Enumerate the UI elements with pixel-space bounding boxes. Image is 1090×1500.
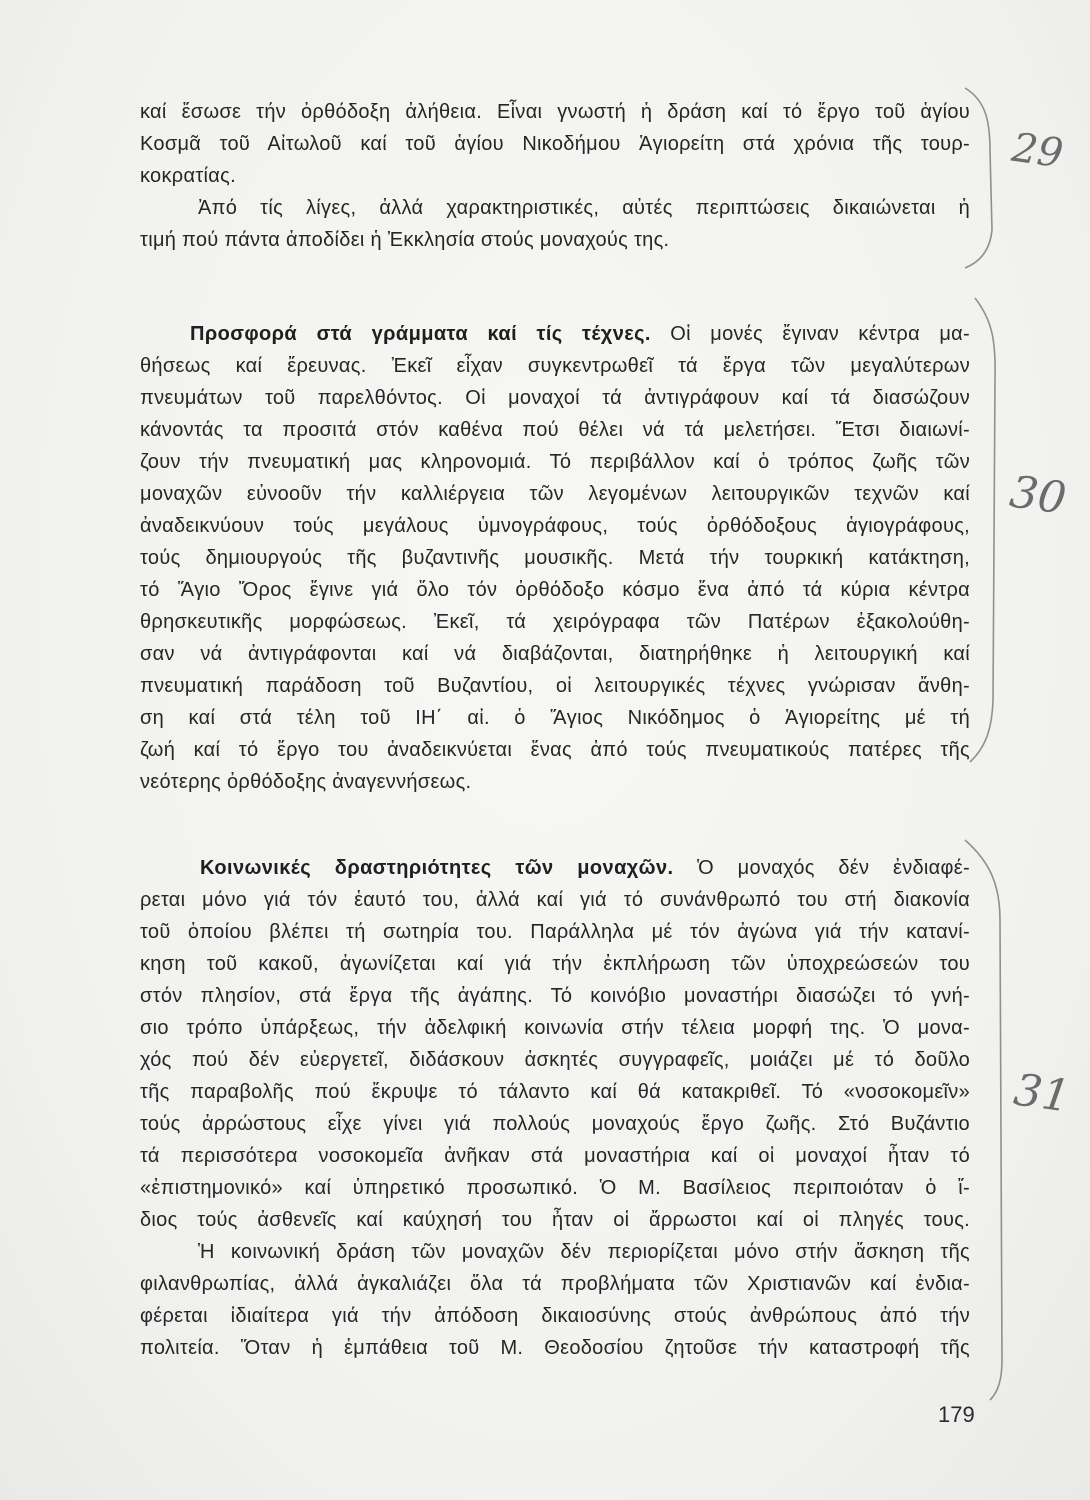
text-line: «ἐπιστημονικό» καί ὑπηρετικό προσωπικό. Ὁ Μ. Βασίλειος περιποιόταν ὁ ἴ- <box>140 1177 970 1199</box>
text-line: τοῦ ὁποίου βλέπει τή σωτηρία του. Παράλληλα μέ τόν ἀγώνα γιά τήν κατανί- <box>140 921 970 943</box>
text-line: κοκρατίας. <box>140 165 236 187</box>
section-heading: Προσφορά στά γράμματα καί τίς τέχνες. <box>190 323 651 345</box>
text-line: μοναχῶν εὐνοοῦν τήν καλλιέργεια τῶν λεγομένων λειτουργικῶν τεχνῶν καί <box>140 483 970 505</box>
text-line: ρεται μόνο γιά τόν ἑαυτό του, ἀλλά καί γιά τό συνάνθρωπό του στή διακονία <box>140 889 970 911</box>
section-first-line <box>140 318 970 350</box>
text-line: θρησκευτικῆς μορφώσεως. Ἐκεῖ, τά χειρόγραφα τῶν Πατέρων ἐξακολούθη- <box>140 611 970 633</box>
text-line: ση καί στά τέλη τοῦ ΙΗ΄ αἰ. ὁ Ἅγιος Νικόδημος ὁ Ἁγιορείτης μέ τή <box>140 707 970 729</box>
text-line: νεότερης ὀρθόδοξης ἀναγεννήσεως. <box>140 771 472 793</box>
text-line: κηση τοῦ κακοῦ, ἀγωνίζεται καί γιά τήν ἐκπλήρωση τῶν ὑποχρεώσεών του <box>140 953 970 975</box>
text-line: θήσεως καί ἔρευνας. Ἐκεῖ εἶχαν συγκεντρωθεῖ τά ἔργα τῶν μεγαλύτερων <box>140 355 970 377</box>
text-line: ζουν τήν πνευματική μας κληρονομιά. Τό περιβάλλον καί ὁ τρόπος ζωῆς τῶν <box>140 451 970 473</box>
text-line: φέρεται ἰδιαίτερα γιά τήν ἀπόδοση δικαιοσύνης στούς ἀνθρώπους ἀπό τήν <box>140 1305 970 1327</box>
text-line: κάνοντάς τα προσιτά στόν καθένα πού θέλει νά τά μελετήσει. Ἔτσι διαιωνί- <box>140 419 970 441</box>
text-line: ζωή καί τό ἔργο του ἀναδεικνύεται ἕνας ἀπό τούς πνευματικούς πατέρες τῆς <box>140 739 970 761</box>
text-line: τιμή πού πάντα ἀποδίδει ἡ Ἐκκλησία στούς μοναχούς της. <box>140 229 670 251</box>
margin-note-handwritten: 30 <box>1006 466 1070 525</box>
text-line: πολιτεία. Ὅταν ἡ ἐμπάθεια τοῦ Μ. Θεοδοσίου ζητοῦσε τήν καταστροφή τῆς <box>140 1337 970 1359</box>
text-line: στόν πλησίον, στά ἔργα τῆς ἀγάπης. Τό κοινόβιο μοναστήρι διασώζει τό γνή- <box>140 985 970 1007</box>
text-line: σιο τρόπο ὑπάρξεως, τήν ἀδελφική κοινωνία στήν τέλεια μορφή της. Ὁ μονα- <box>140 1017 970 1039</box>
text-line: τούς ἀρρώστους εἶχε γίνει γιά πολλούς μοναχούς ἔργο ζωῆς. Στό Βυζάντιο <box>140 1113 970 1135</box>
text-line: πνευμάτων τοῦ παρελθόντος. Οἱ μοναχοί τά ἀντιγράφουν καί τά διασώζουν <box>140 387 970 409</box>
section-first-line <box>140 852 970 884</box>
paragraph-intro <box>140 96 970 256</box>
text-line: φιλανθρωπίας, ἀλλά ἀγκαλιάζει ὅλα τά προβλήματα τῶν Χριστιανῶν καί ἐνδια- <box>140 1273 970 1295</box>
section-letters-and-arts <box>140 318 970 798</box>
text-line: ἀναδεικνύουν τούς μεγάλους ὑμνογράφους, τούς ὀρθόδοξους ἁγιογράφους, <box>140 515 970 537</box>
text-line: τό Ἅγιο Ὄρος ἔγινε γιά ὅλο τόν ὀρθόδοξο κόσμο ἕνα ἀπό τά κύρια κέντρα <box>140 579 970 601</box>
text-line: πνευματική παράδοση τοῦ Βυζαντίου, οἱ λειτουργικές τέχνες γνώρισαν ἄνθη- <box>140 675 970 697</box>
margin-note-handwritten: 29 <box>1009 124 1066 178</box>
text-line: τῆς παραβολῆς πού ἔκρυψε τό τάλαντο καί θά κατακριθεῖ. Τό «νοσοκομεῖν» <box>140 1081 970 1103</box>
text-line: Ἡ κοινωνική δράση τῶν μοναχῶν δέν περιορίζεται μόνο στήν ἄσκηση τῆς <box>198 1241 970 1263</box>
text-line: διος τούς ἀσθενεῖς καί καύχησή του ἦταν οἱ ἄρρωστοι καί οἱ πληγές τους. <box>140 1209 970 1231</box>
page-number: 179 <box>938 1402 975 1427</box>
text-line: Οἱ μονές ἔγιναν κέντρα μα- <box>650 323 970 345</box>
margin-note-handwritten: 31 <box>1010 1064 1074 1123</box>
section-social-activities <box>140 852 970 1364</box>
text-line: χός πού δέν εὐεργετεῖ, διδάσκουν ἀσκητές συγγραφεῖς, μοιάζει μέ τό δοῦλο <box>140 1049 970 1071</box>
text-line: Κοσμᾶ τοῦ Αἰτωλοῦ καί τοῦ ἁγίου Νικοδήμου Ἁγιορείτη στά χρόνια τῆς τουρ- <box>140 133 970 155</box>
section-heading: Κοινωνικές δραστηριότητες τῶν μοναχῶν. <box>200 857 674 879</box>
text-line: σαν νά ἀντιγράφονται καί νά διαβάζονται, διατηρήθηκε ἡ λειτουργική καί <box>140 643 970 665</box>
text-line: τά περισσότερα νοσοκομεῖα ἀνῆκαν στά μοναστήρια καί οἱ μοναχοί ἦταν τό <box>140 1145 970 1167</box>
text-line: Ἀπό τίς λίγες, ἀλλά χαρακτηριστικές, αὐτές περιπτώσεις δικαιώνεται ἡ <box>198 197 970 219</box>
text-line: καί ἔσωσε τήν ὀρθόδοξη ἀλήθεια. Εἶναι γνωστή ἡ δράση καί τό ἔργο τοῦ ἁγίου <box>140 101 970 123</box>
text-line: Ὁ μοναχός δέν ἐνδιαφέ- <box>673 857 970 879</box>
text-line: τούς δημιουργούς τῆς βυζαντινῆς μουσικῆς. Μετά τήν τουρκική κατάκτηση, <box>140 547 970 569</box>
